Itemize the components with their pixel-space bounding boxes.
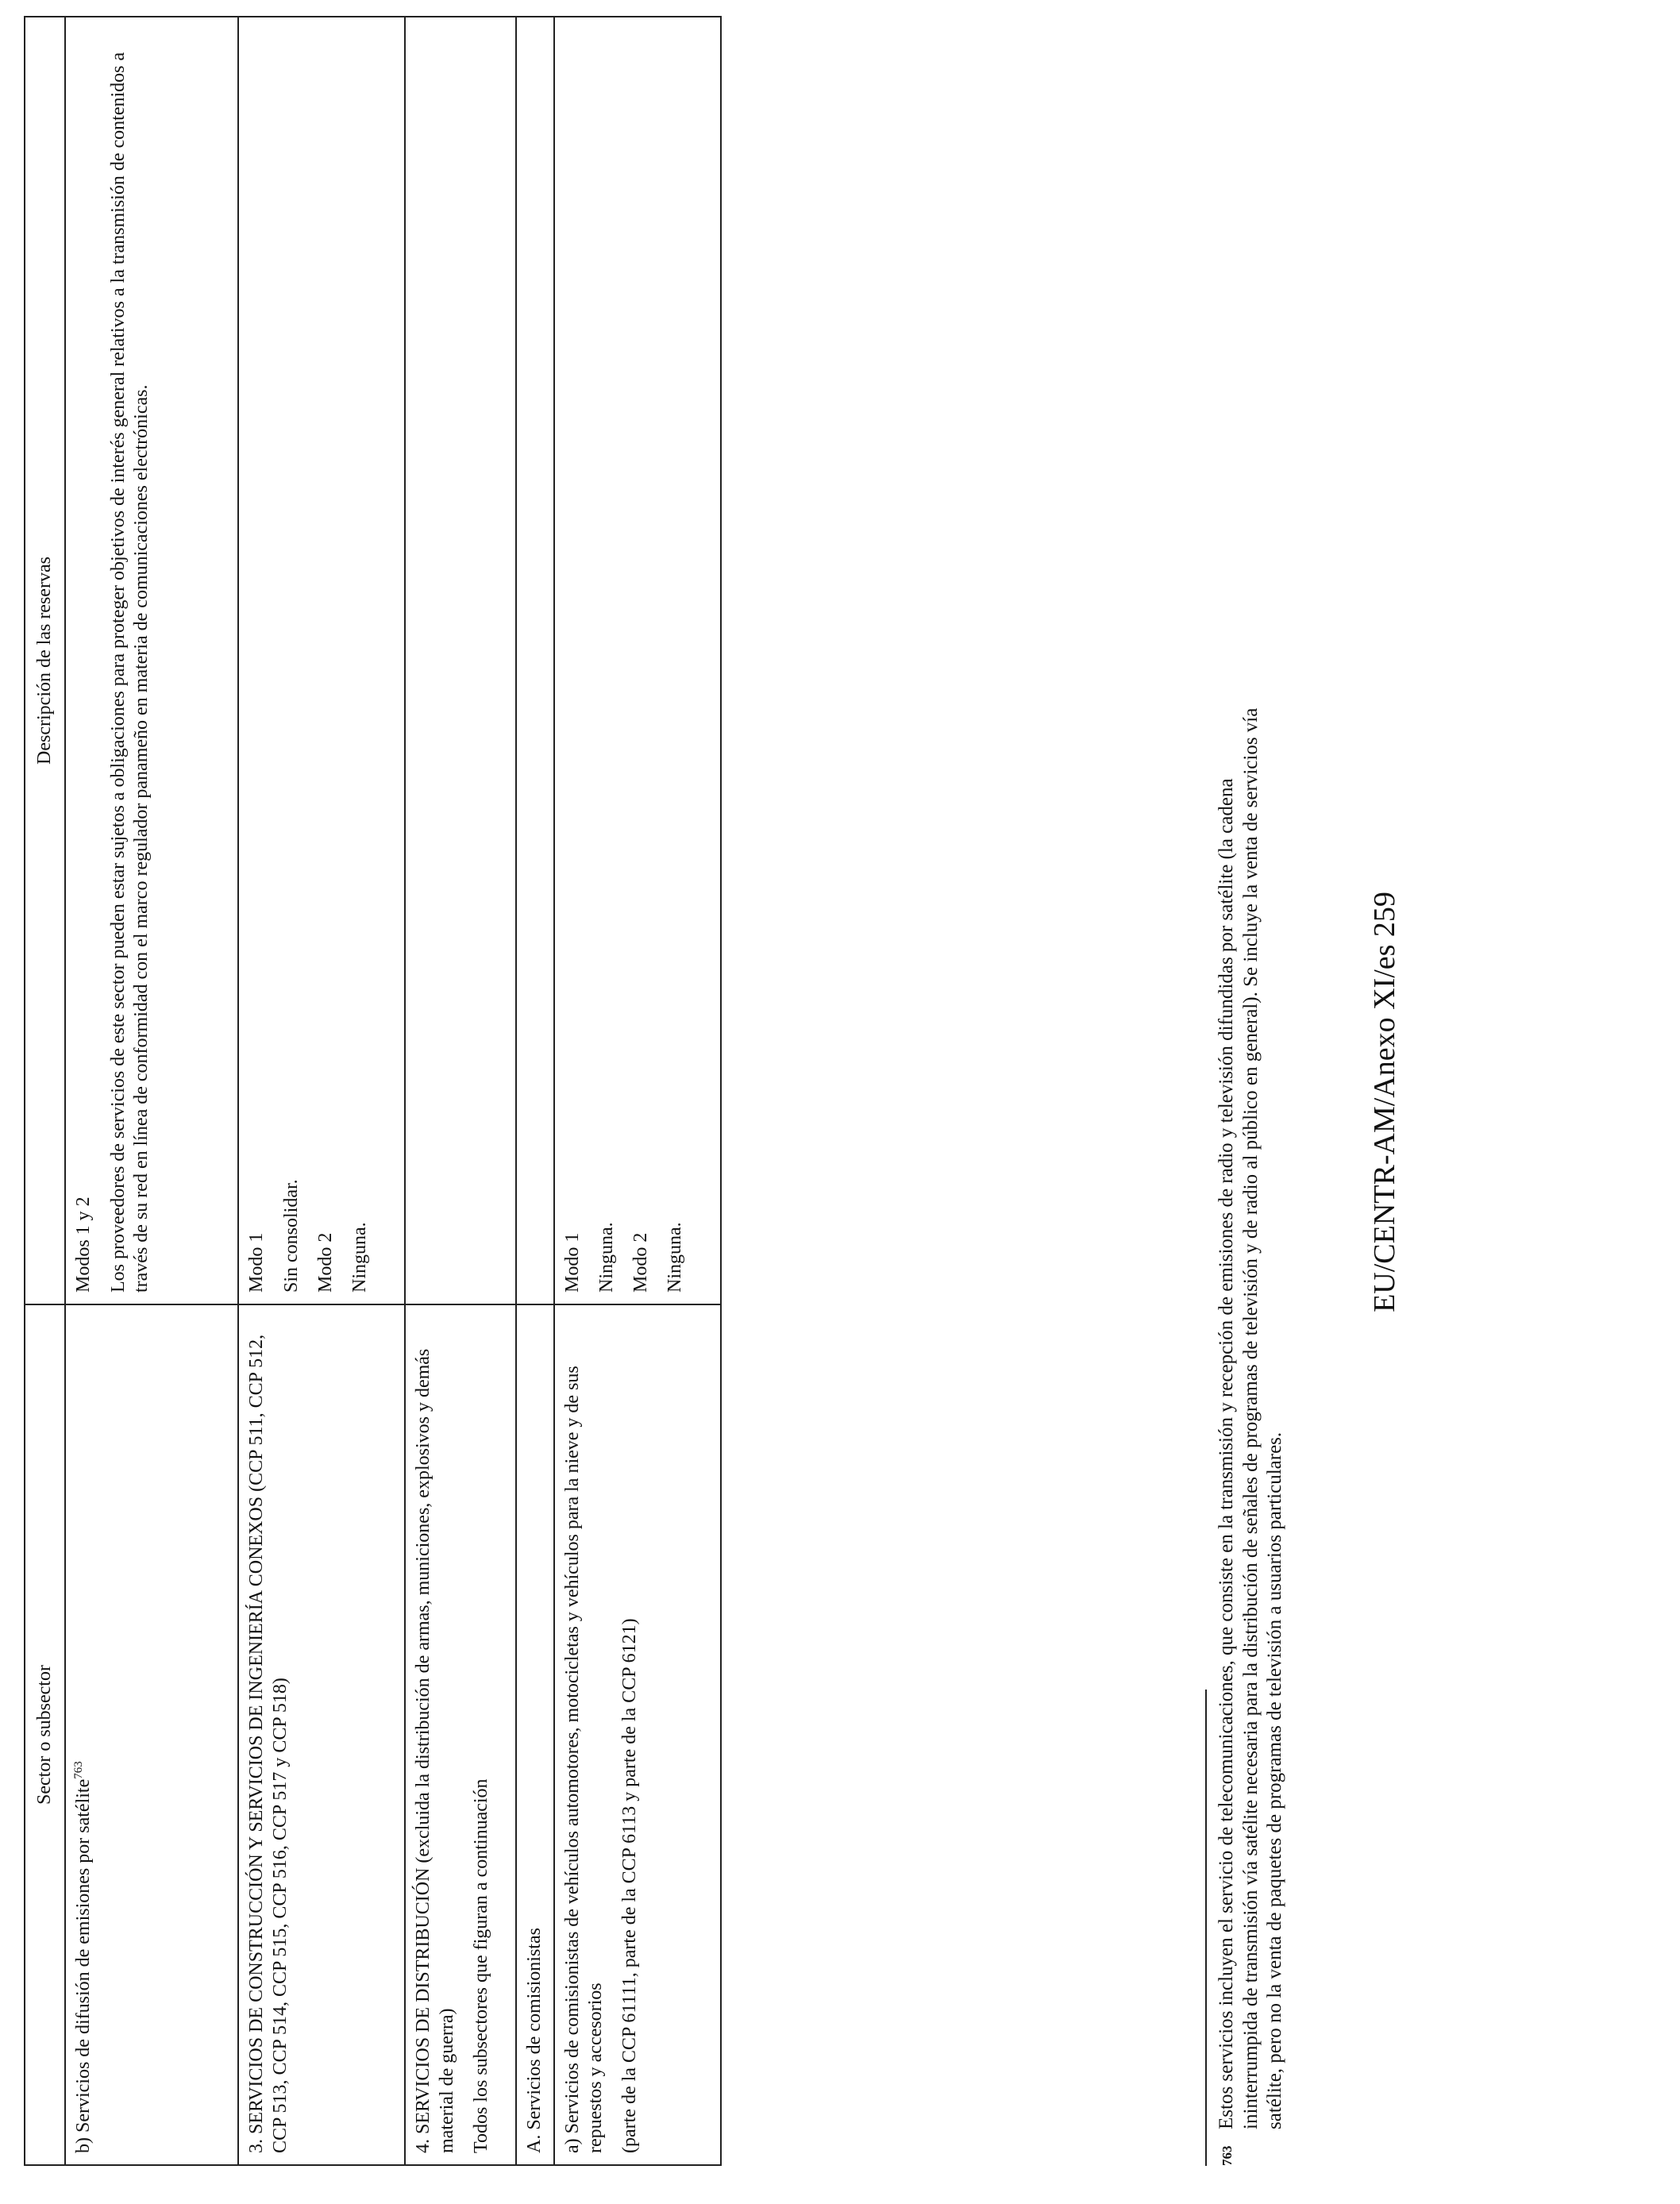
description-cell (238, 17, 405, 1304)
description-cell (516, 17, 553, 1304)
sector-cell (405, 1304, 516, 2165)
table-header-row (25, 17, 65, 2165)
description-text: Ninguna. (349, 1222, 371, 1293)
sector-text: b) Servicios de difusión de emisiones por satélite (73, 1778, 94, 2153)
footnote-divider (1205, 1690, 1207, 2166)
page-identifier: EU/CENTR-AM/Anexo XI/es 259 (1368, 892, 1401, 1312)
sector-text: a) Servicios de comisionistas de vehículos automotores, motocicletas y vehículos para la nieve y de sus repuestos y accesorios (561, 1366, 606, 2153)
description-cell (405, 17, 516, 1304)
footnote-text: Estos servicios incluyen el servicio de telecomunicaciones, que consiste en la transmisión y recepción de emisiones de radio y televisión difundidas por satélite (la cadena ininterrumpida de transmisión vía satélite necesaria para la distribución de señales de programas de televisión y de radio al público en general). Se incluye la venta de servicios vía satélite, pero no la venta de paquetes de programas de televisión a usuarios particulares. (1216, 707, 1285, 2129)
table-row (238, 17, 405, 2165)
sector-cell (238, 1304, 405, 2165)
description-text: Modos 1 y 2 (73, 1196, 94, 1293)
description-cell (554, 17, 721, 1304)
footnote (1215, 22, 1288, 2166)
description-cell (65, 17, 238, 1304)
table-row (65, 17, 238, 2165)
footnote-ref: 763 (72, 1761, 86, 1779)
description-text: Modo 2 (630, 1232, 652, 1293)
sector-cell (65, 1304, 238, 2165)
description-text: Modo 2 (314, 1232, 336, 1293)
description-text: Modo 1 (246, 1232, 268, 1293)
table-row (516, 17, 553, 2165)
description-text: Modo 1 (561, 1232, 583, 1293)
sector-cell (554, 1304, 721, 2165)
table-row (554, 17, 721, 2165)
header-description: Descripción de las reservas (25, 17, 65, 1304)
sector-text: 3. SERVICIOS DE CONSTRUCCIÓN Y SERVICIOS DE INGENIERÍA CONEXOS (CCP 511, CCP 512, CCP 513, CCP 514, CCP 515, CCP 516, CCP 517 y CCP 518) (246, 1334, 291, 2153)
sector-text: Todos los subsectores que figuran a continuación (470, 1778, 491, 2153)
sector-text: A. Servicios de comisionistas (524, 1928, 545, 2153)
description-text: Sin consolidar. (280, 1179, 302, 1293)
reservations-table (24, 16, 722, 2166)
description-text: Ninguna. (665, 1222, 686, 1293)
description-text: Ninguna. (595, 1222, 617, 1293)
footnote-number: 763 (1220, 2145, 1235, 2166)
header-sector: Sector o subsector (25, 1304, 65, 2165)
description-text: Los proveedores de servicios de este sector pueden estar sujetos a obligaciones para proteger objetivos de interés general relativos a la transmisión de contenidos a través de su red en línea de conformidad con el marco regulador panameño en materia de comunicaciones electrónicas. (107, 52, 152, 1293)
sector-text: 4. SERVICIOS DE DISTRIBUCIÓN (excluida la distribución de armas, municiones, explosivos y demás material de guerra) (413, 1348, 457, 2153)
table-row (405, 17, 516, 2165)
sector-text: (parte de la CCP 61111, parte de la CCP 6113 y parte de la CCP 6121) (619, 1618, 641, 2153)
sector-cell (516, 1304, 553, 2165)
